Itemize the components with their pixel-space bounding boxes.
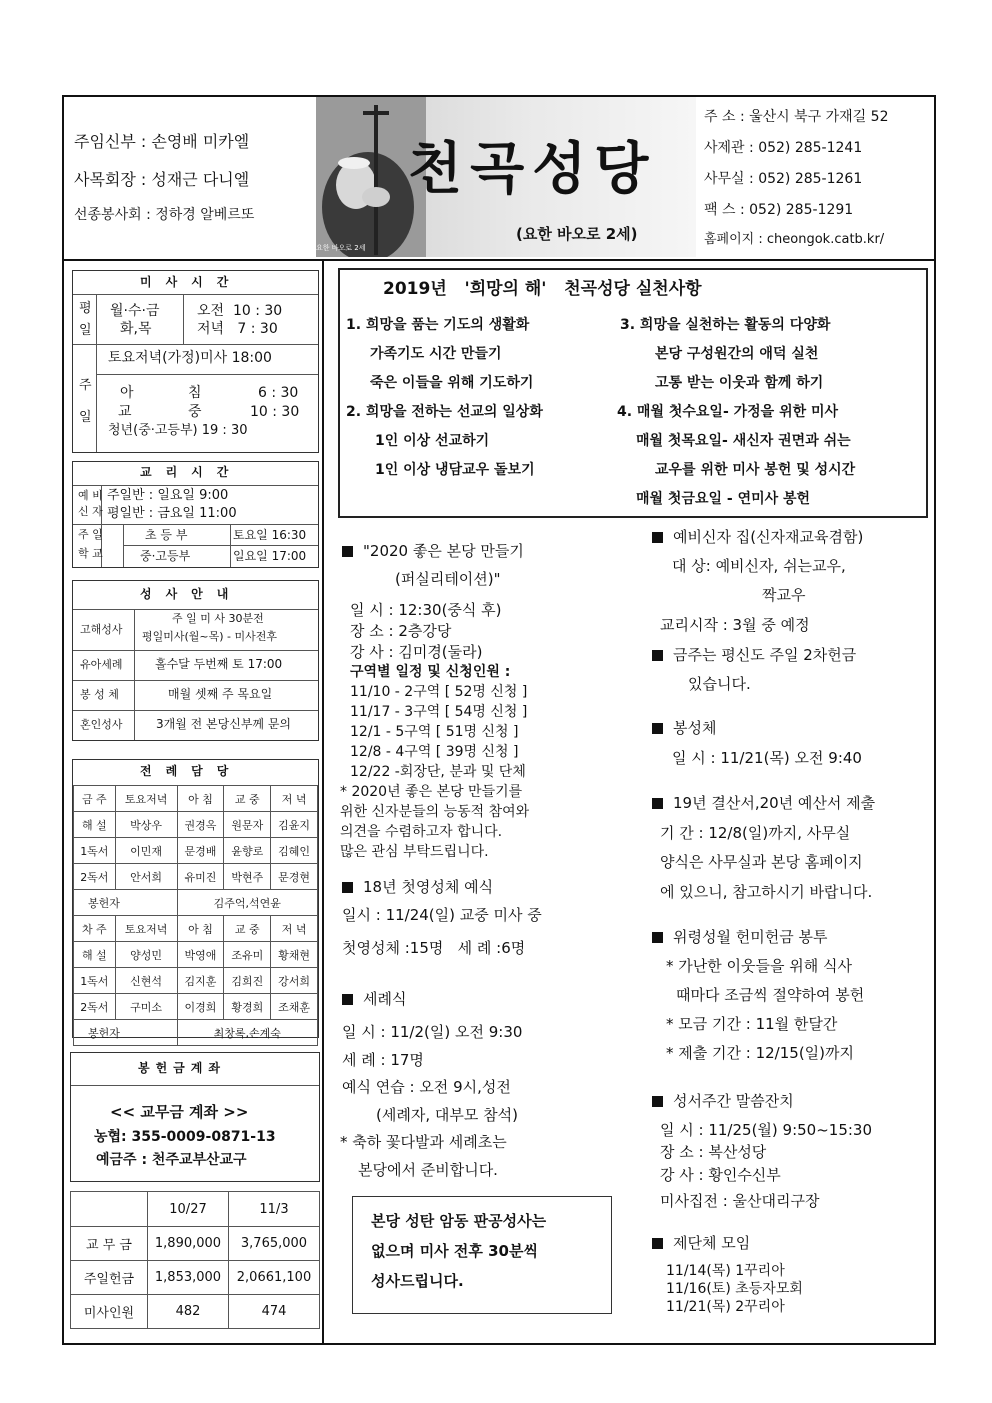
section-heading: (퍼실리테이션)" xyxy=(395,570,501,588)
table-cell: 황채현 xyxy=(271,942,318,968)
table-cell: 봉헌자 xyxy=(74,1020,178,1046)
practice-item: 1인 이상 선교하기 xyxy=(375,433,490,449)
catechism-label: 주 일 xyxy=(78,528,103,541)
text-line: 많은 관심 부탁드립니다. xyxy=(340,844,489,860)
bullet-icon xyxy=(652,723,663,734)
table-cell: 1,890,000 xyxy=(148,1227,229,1261)
text-line: 11/17 - 3구역 [ 54명 신청 ] xyxy=(350,704,528,720)
practice-item: 3. 희망을 실천하는 활동의 다양화 xyxy=(620,317,831,333)
catechism-label: 학 교 xyxy=(78,547,103,560)
sacrament-value: 주 일 미 사 30분전 xyxy=(172,612,264,625)
text-line: 예식 연습 : 오전 9시,성전 xyxy=(342,1078,511,1096)
text-line: 12/1 - 5구역 [ 51명 신청 ] xyxy=(350,724,519,740)
contact-line: 홈페이지 : cheongok.catb.kr/ xyxy=(704,232,885,247)
text-line: 에 있으니, 참고하시기 바랍니다. xyxy=(660,883,873,901)
table-cell: 차 주 xyxy=(74,916,116,942)
table-cell: 금 주 xyxy=(74,786,116,812)
section-heading: 예비신자 집(신자재교육겸함) xyxy=(652,530,863,545)
sunday-mass-time: 6 : 30 xyxy=(258,385,299,401)
text-line: 일시 : 11/24(일) 교중 미사 중 xyxy=(342,906,542,924)
table-cell: 조유미 xyxy=(224,942,271,968)
weekday-days-1: 월·수·금 xyxy=(110,303,160,319)
donation-title: 봉헌금계좌 xyxy=(138,1061,226,1075)
youth-mass: 청년(중·고등부) 19 : 30 xyxy=(108,423,248,438)
table-header: 10/27 xyxy=(148,1192,229,1227)
text-line: 일 시 : 12:30(중식 후) xyxy=(350,601,502,619)
text-line: 12/22 -회장단, 분과 및 단체 xyxy=(350,764,526,780)
text-line: 짝교우 xyxy=(762,586,806,604)
section-heading: 봉성체 xyxy=(652,721,716,736)
table-cell: 봉헌자 xyxy=(74,890,178,916)
section-heading: 19년 결산서,20년 예산서 제출 xyxy=(652,796,875,811)
notice-text: 없으며 미사 전후 30분씩 xyxy=(371,1242,538,1260)
text-line: * 2020년 좋은 본당 만들기를 xyxy=(340,784,523,800)
section-heading: 금주는 평신도 주일 2차헌금 xyxy=(652,648,856,663)
table-cell: 아 침 xyxy=(177,786,224,812)
bullet-icon xyxy=(652,798,663,809)
section-heading: 제단체 모임 xyxy=(652,1236,750,1251)
catechism-class: 중·고등부 xyxy=(140,549,191,563)
contact-line: 사제관 : 052) 285-1241 xyxy=(704,140,863,156)
text-line: (세례자, 대부모 참석) xyxy=(376,1106,518,1124)
practice-box xyxy=(338,268,928,518)
text-line: 장 소 : 복산성당 xyxy=(660,1143,767,1161)
text-line: 12/8 - 4구역 [ 39명 신청 ] xyxy=(350,744,519,760)
practice-item: 1인 이상 냉담교우 돌보기 xyxy=(375,462,535,478)
sacrament-label: 유아세례 xyxy=(80,658,123,671)
practice-item: 본당 구성원간의 애덕 실천 xyxy=(655,346,819,362)
sacrament-label: 혼인성사 xyxy=(80,718,123,731)
table-cell: 토요저녁 xyxy=(115,786,177,812)
table-cell: 구미소 xyxy=(115,994,177,1020)
text-line: * 축하 꽃다발과 세례초는 xyxy=(340,1133,507,1151)
notice-text: 본당 성탄 암동 판공성사는 xyxy=(371,1212,547,1230)
table-cell: 해 설 xyxy=(74,812,116,838)
table-cell: 김주억,석연윤 xyxy=(177,890,317,916)
practice-item: 교우를 위한 미사 봉헌 및 성시간 xyxy=(655,462,856,478)
practice-item: 1. 희망을 품는 기도의 생활화 xyxy=(346,317,530,333)
section-heading: "2020 좋은 본당 만들기 xyxy=(342,544,524,559)
contact-line: 주 소 : 울산시 북구 가재길 52 xyxy=(704,109,889,125)
table-cell: 1독서 xyxy=(74,838,116,864)
table-cell: 3,765,000 xyxy=(229,1227,320,1261)
sunday-mass-name: 중 xyxy=(188,404,202,420)
table-cell: 유미진 xyxy=(177,864,224,890)
staff-line: 선종봉사회 : 정하경 알베르또 xyxy=(74,207,255,223)
table-cell: 저 녁 xyxy=(271,916,318,942)
text-line: 대 상: 예비신자, 쉬는교우, xyxy=(672,557,846,575)
text-line: * 가난한 이웃들을 위해 식사 xyxy=(666,957,852,975)
bullet-icon xyxy=(342,882,353,893)
catechism-label: 신 자 xyxy=(78,505,103,518)
sunday-mass-name: 아 xyxy=(120,385,134,401)
text-line: 일 시 : 11/21(목) 오전 9:40 xyxy=(672,749,862,767)
table-cell: 황경희 xyxy=(224,994,271,1020)
weekday-days-2: 화,목 xyxy=(120,321,152,337)
section-heading: 성서주간 말씀잔치 xyxy=(652,1094,794,1109)
weekday-label: 평일 xyxy=(79,301,92,338)
donation-line: << 교무금 계좌 >> xyxy=(110,1103,249,1121)
text-line: 의견을 수렴하고자 합니다. xyxy=(340,824,503,840)
sacraments-title: 성사안내 xyxy=(140,587,243,601)
practice-item: 4. 매월 첫수요일- 가정을 위한 미사 xyxy=(617,404,839,420)
text-line: 본당에서 준비합니다. xyxy=(358,1161,498,1179)
text-line: 위한 신자분들의 능동적 참여와 xyxy=(340,804,530,820)
masthead-banner xyxy=(316,97,696,257)
sacrament-value: 매월 셋째 주 목요일 xyxy=(168,687,273,701)
weekday-time-2: 저녁 7 : 30 xyxy=(197,321,278,337)
table-cell: 권경옥 xyxy=(177,812,224,838)
text-line: 강 사 : 김미경(둘라) xyxy=(350,643,483,661)
table-cell: 교 중 xyxy=(224,916,271,942)
weekday-time-1: 오전 10 : 30 xyxy=(197,303,283,319)
table-cell: 조채훈 xyxy=(271,994,318,1020)
table-cell: 미사인원 xyxy=(71,1295,148,1329)
practice-item: 죽은 이들을 위해 기도하기 xyxy=(370,375,534,391)
parish-title: 천곡성당 xyxy=(408,137,657,202)
sacrament-value: 평일미사(월~목) - 미사전후 xyxy=(142,630,278,643)
text-line: 있습니다. xyxy=(688,675,751,693)
sunday-mass-name: 교 xyxy=(118,404,132,420)
liturgy-table xyxy=(73,785,318,1046)
contact-line: 팩 스 : 052) 285-1291 xyxy=(704,202,854,218)
text-line: * 모금 기간 : 11월 한달간 xyxy=(666,1015,838,1033)
text-line: 교리시작 : 3월 중 예정 xyxy=(660,616,810,634)
table-cell: 이민재 xyxy=(115,838,177,864)
table-cell: 저 녁 xyxy=(271,786,318,812)
table-cell: 2독서 xyxy=(74,864,116,890)
practice-item: 매월 첫금요일 - 연미사 봉헌 xyxy=(636,491,811,507)
staff-line: 사목회장 : 성재근 다니엘 xyxy=(74,170,250,189)
table-cell: 해 설 xyxy=(74,942,116,968)
table-cell: 1독서 xyxy=(74,968,116,994)
text-line: 세 례 : 17명 xyxy=(342,1051,424,1069)
text-line: 일 시 : 11/2(일) 오전 9:30 xyxy=(342,1023,523,1041)
donation-account: 농협: 355-0009-0871-13 xyxy=(94,1129,276,1145)
text-line: * 제출 기간 : 12/15(일)까지 xyxy=(666,1044,854,1062)
sacrament-label: 봉 성 체 xyxy=(80,688,119,701)
text-line: 때마다 조금씩 절약하여 봉헌 xyxy=(676,986,865,1004)
catechism-time: 토요일 16:30 xyxy=(233,528,307,542)
table-cell: 박상우 xyxy=(115,812,177,838)
table-cell: 교 중 xyxy=(224,786,271,812)
catechism-label: 예 비 xyxy=(78,489,103,502)
bullet-icon xyxy=(652,932,663,943)
bullet-icon xyxy=(652,1096,663,1107)
table-cell: 문경현 xyxy=(271,864,318,890)
text-line: 11/16(토) 초등자모회 xyxy=(666,1281,803,1297)
table-cell: 최창록,손계숙 xyxy=(177,1020,317,1046)
table-cell: 윤향로 xyxy=(224,838,271,864)
table-cell: 2독서 xyxy=(74,994,116,1020)
sunday-label: 주일 xyxy=(79,378,92,425)
table-cell: 문경배 xyxy=(177,838,224,864)
table-cell: 강서희 xyxy=(271,968,318,994)
table-header: 11/3 xyxy=(229,1192,320,1227)
table-cell: 김윤지 xyxy=(271,812,318,838)
text-line: 11/14(목) 1꾸리아 xyxy=(666,1263,785,1279)
table-cell: 토요저녁 xyxy=(115,916,177,942)
catechism-class: 평일반 : 금요일 11:00 xyxy=(107,506,237,521)
mass-times-title: 미사시간 xyxy=(140,275,243,289)
liturgy-title: 전례담당 xyxy=(140,764,243,778)
catechism-class: 주일반 : 일요일 9:00 xyxy=(107,488,229,503)
table-cell: 김혜인 xyxy=(271,838,318,864)
table-cell: 1,853,000 xyxy=(148,1261,229,1295)
text-line: 일 시 : 11/25(월) 9:50~15:30 xyxy=(660,1121,873,1139)
table-cell: 이경희 xyxy=(177,994,224,1020)
sacrament-value: 3개월 전 본당신부께 문의 xyxy=(156,717,291,731)
saturday-mass: 토요저녁(가정)미사 18:00 xyxy=(108,350,272,366)
notice-text: 성사드립니다. xyxy=(371,1272,464,1290)
section-heading: 위령성월 헌미헌금 봉투 xyxy=(652,930,827,945)
text-line: 첫영성체 :15명 세 례 :6명 xyxy=(342,939,526,957)
header-divider xyxy=(62,259,936,261)
catechism-time: 일요일 17:00 xyxy=(233,549,307,563)
text-line: 양식은 사무실과 본당 홈페이지 xyxy=(660,853,863,871)
table-cell: 아 침 xyxy=(177,916,224,942)
bullet-icon xyxy=(342,546,353,557)
table-cell: 박영애 xyxy=(177,942,224,968)
text-line: 장 소 : 2층강당 xyxy=(350,622,452,640)
table-cell: 교 무 금 xyxy=(71,1227,148,1261)
table-cell: 주일헌금 xyxy=(71,1261,148,1295)
section-heading: 세례식 xyxy=(342,992,406,1007)
practice-item: 2. 희망을 전하는 선교의 일상화 xyxy=(346,404,543,420)
donation-holder: 예금주 : 천주교부산교구 xyxy=(96,1152,247,1168)
practice-item: 고통 받는 이웃과 함께 하기 xyxy=(655,375,824,391)
catechism-class: 초 등 부 xyxy=(145,528,188,542)
parish-subtitle: (요한 바오로 2세) xyxy=(516,225,638,243)
sunday-mass-name: 침 xyxy=(188,385,202,401)
bullet-icon xyxy=(342,994,353,1005)
contact-line: 사무실 : 052) 285-1261 xyxy=(704,171,863,187)
practice-item: 매월 첫목요일- 새신자 권면과 쉬는 xyxy=(636,433,851,449)
column-divider xyxy=(322,259,324,1345)
sacrament-label: 고해성사 xyxy=(80,623,123,636)
table-cell: 474 xyxy=(229,1295,320,1329)
table-cell: 김희진 xyxy=(224,968,271,994)
table-cell: 2,0661,100 xyxy=(229,1261,320,1295)
sunday-mass-time: 10 : 30 xyxy=(250,404,300,420)
practice-title: 2019년 '희망의 해' 천곡성당 실천사항 xyxy=(383,279,702,299)
table-cell: 안서희 xyxy=(115,864,177,890)
sacrament-value: 홀수달 두번째 토 17:00 xyxy=(155,657,283,671)
catechism-title: 교리시간 xyxy=(140,465,243,479)
text-line: 11/21(목) 2꾸리아 xyxy=(666,1299,785,1315)
table-cell: 원문자 xyxy=(224,812,271,838)
table-cell: 양성민 xyxy=(115,942,177,968)
staff-line: 주임신부 : 손영배 미카엘 xyxy=(74,132,250,151)
text-line: 기 간 : 12/8(일)까지, 사무실 xyxy=(660,824,851,842)
table-header xyxy=(71,1192,148,1227)
section-heading: 18년 첫영성체 예식 xyxy=(342,880,493,895)
practice-item: 가족기도 시간 만들기 xyxy=(370,346,502,362)
text-line: 11/10 - 2구역 [ 52명 신청 ] xyxy=(350,684,528,700)
text-line: 강 사 : 황인수신부 xyxy=(660,1166,781,1184)
text-line: 미사집전 : 울산대리구장 xyxy=(660,1192,820,1210)
table-cell: 482 xyxy=(148,1295,229,1329)
table-cell: 박현주 xyxy=(224,864,271,890)
table-cell: 신현석 xyxy=(115,968,177,994)
bullet-icon xyxy=(652,1238,663,1249)
text-line: 구역별 일정 및 신청인원 : xyxy=(350,664,511,680)
table-cell: 김지훈 xyxy=(177,968,224,994)
bullet-icon xyxy=(652,650,663,661)
image-caption: 요한 바오로 2세 xyxy=(316,244,366,252)
finance-table xyxy=(70,1191,320,1329)
bullet-icon xyxy=(652,532,663,543)
